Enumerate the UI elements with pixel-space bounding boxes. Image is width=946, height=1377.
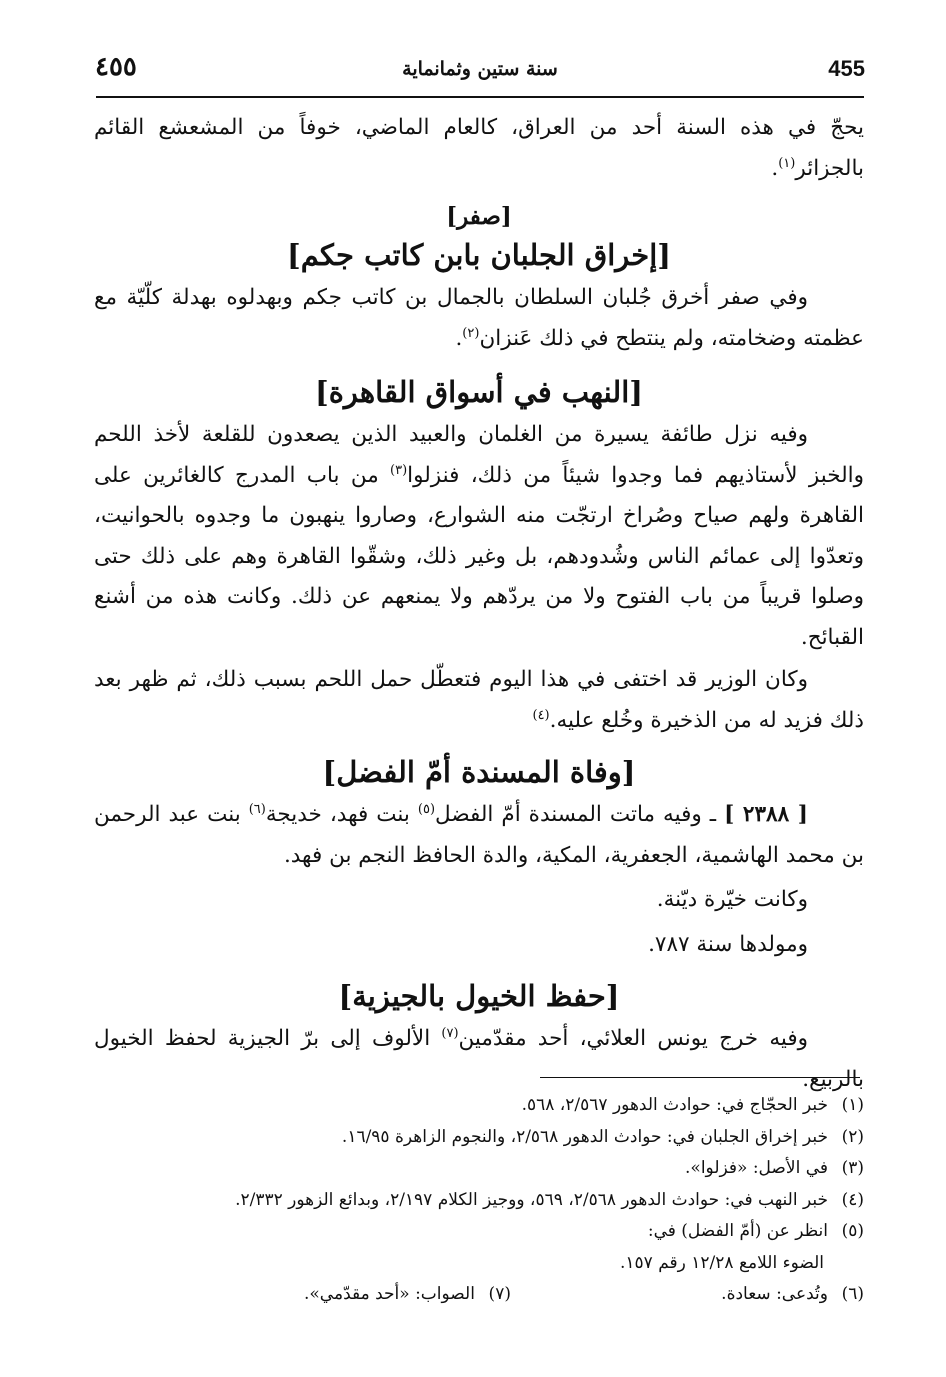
paragraph-birth: ومولدها سنة ٧٨٧.	[648, 931, 808, 957]
footnote-item	[304, 1279, 511, 1311]
paragraph-hajj	[94, 108, 864, 189]
section-heading-4: [حفظ الخيول بالجيزية]	[338, 979, 620, 1013]
footnote-ref: (٤)	[532, 707, 550, 723]
footnote-mark: (٢)	[841, 1126, 864, 1147]
page-number-arabic: ٤٥٥	[95, 52, 137, 82]
footnote-text: انظر عن (أمّ الفضل) في:	[647, 1221, 828, 1241]
section-heading-3: [وفاة المسندة أمّ الفضل]	[322, 755, 636, 789]
paragraph-text: وكان الوزير قد اختفى في هذا اليوم فتعطّل حمل اللحم بسبب ذلك، ثم ظهر بعد ذلك فزيد له من الذخيرة وخُلع عليه.	[94, 667, 864, 733]
page-number-latin: 455	[828, 56, 865, 81]
paragraph-pious: وكانت خيّرة ديّنة.	[656, 887, 808, 912]
paragraph-text: ـ وفيه ماتت المسندة أمّ الفضل	[435, 802, 725, 827]
paragraph-vizier	[94, 660, 864, 741]
footnote-text: وتُدعى: سعادة.	[721, 1284, 828, 1304]
paragraph-text: وفيه نزل طائفة يسيرة من الغلمان والعبيد الذين يصعدون للقلعة لأخذ اللحم والخبز لأستاذيهم فما وجدوا شيئاً من ذلك، فنزلوا	[94, 422, 864, 488]
footnote-pair	[304, 1279, 864, 1311]
footnote-ref: (٧)	[441, 1025, 459, 1041]
paragraph-horses	[94, 1019, 864, 1100]
footnote-text: خبر الحجّاج في: حوادث الدهور ٢/٥٦٧، ٥٦٨.	[521, 1095, 828, 1115]
footnote-ref: (٣)	[390, 462, 408, 478]
footnote-mark: (٧)	[488, 1284, 511, 1304]
footnote-item	[94, 1153, 864, 1185]
footnote-ref: (٥)	[417, 801, 436, 817]
entry-number: [ ٢٣٨٨ ]	[724, 802, 808, 827]
footnote-text: خبر النهب في: حوادث الدهور ٢/٥٦٨، ٥٦٩، ووجيز الكلام ٢/١٩٧، وبدائع الزهور ٢/٣٣٢.	[235, 1189, 828, 1210]
footnote-item	[94, 1185, 864, 1217]
paragraph-text: من باب المدرج كالغائرين على القاهرة ولهم صياح وصُراخ ارتجّت منه الشوارع، وصاروا ينهبون ما وجدوه بالحوانيت، وتعدّوا إلى عمائم الناس وشُدودهم، بل وغير ذلك، وشقّوا القاهرة وهم على ذلك حتى وصلوا قريباً من باب الفتوح ولا من يردّهم ولا يمنعهم عن ذلك. وكانت هذه من أشنع القبائح.	[94, 462, 864, 650]
paragraph-text: وفيه خرج يونس العلائي، أحد مقدّمين	[458, 1026, 808, 1051]
footnote-text: في الأصل: «فزلوا».	[685, 1158, 828, 1178]
paragraph-text: الألوف إلى برّ الجيزية لحفظ الخيول بالربيع.	[94, 1026, 864, 1092]
footnote-mark: (٥)	[841, 1221, 864, 1241]
header-divider	[96, 96, 864, 98]
running-title: سنة ستين وثمانماية	[402, 58, 558, 80]
footnote-ref: (٢)	[462, 325, 480, 341]
footnote-mark: (٦)	[841, 1284, 864, 1304]
footnote-mark: (٣)	[841, 1158, 864, 1178]
section-heading-1: [إخراق الجلبان بابن كاتب جكم]	[287, 238, 671, 272]
footnote-text: الضوء اللامع ١٢/٢٨ رقم ١٥٧.	[620, 1252, 824, 1273]
footnote-item	[94, 1216, 864, 1248]
footnotes	[94, 1090, 864, 1311]
footnote-continuation	[94, 1248, 864, 1280]
footnote-divider	[540, 1077, 860, 1078]
paragraph-text: وفي صفر أخرق جُلبان السلطان بالجمال بن كاتب جكم وبهدلوه بهدلة كلّيّة مع عظمته وضخامته، ولم ينتطح في ذلك عَنزان	[94, 285, 864, 351]
paragraph-text: يحجّ في هذه السنة أحد من العراق، كالعام الماضي، خوفاً من المشعشع القائم بالجزائر	[94, 115, 864, 181]
paragraph-end: .	[455, 325, 463, 351]
footnote-mark: (١)	[841, 1095, 864, 1115]
footnote-item	[94, 1090, 864, 1122]
page-header	[95, 50, 865, 94]
footnote-text: الصواب: «أحد مقدّمي».	[304, 1284, 475, 1304]
section-heading-2: [النهب في أسواق القاهرة]	[314, 375, 644, 409]
paragraph-jalban	[94, 278, 864, 359]
paragraph-text: بنت عبد الرحمن بن محمد الهاشمية، الجعفرية، المكية، والدة الحافظ النجم بن فهد.	[94, 802, 864, 868]
section-subheading: [صفر]	[446, 203, 512, 230]
footnote-ref: (٦)	[248, 801, 266, 817]
footnote-ref: (١)	[778, 155, 796, 171]
footnote-mark: (٤)	[841, 1189, 864, 1210]
paragraph-end: .	[771, 155, 779, 181]
footnote-item	[721, 1279, 864, 1311]
paragraph-looting	[94, 415, 864, 658]
main-text	[94, 108, 864, 1100]
footnote-text: خبر إخراق الجلبان في: حوادث الدهور ٢/٥٦٨، والنجوم الزاهرة ١٦/٩٥.	[341, 1126, 828, 1147]
paragraph-umm-al-fadl	[94, 795, 864, 876]
footnote-item	[94, 1122, 864, 1154]
paragraph-text: بنت فهد، خديجة	[265, 802, 418, 827]
